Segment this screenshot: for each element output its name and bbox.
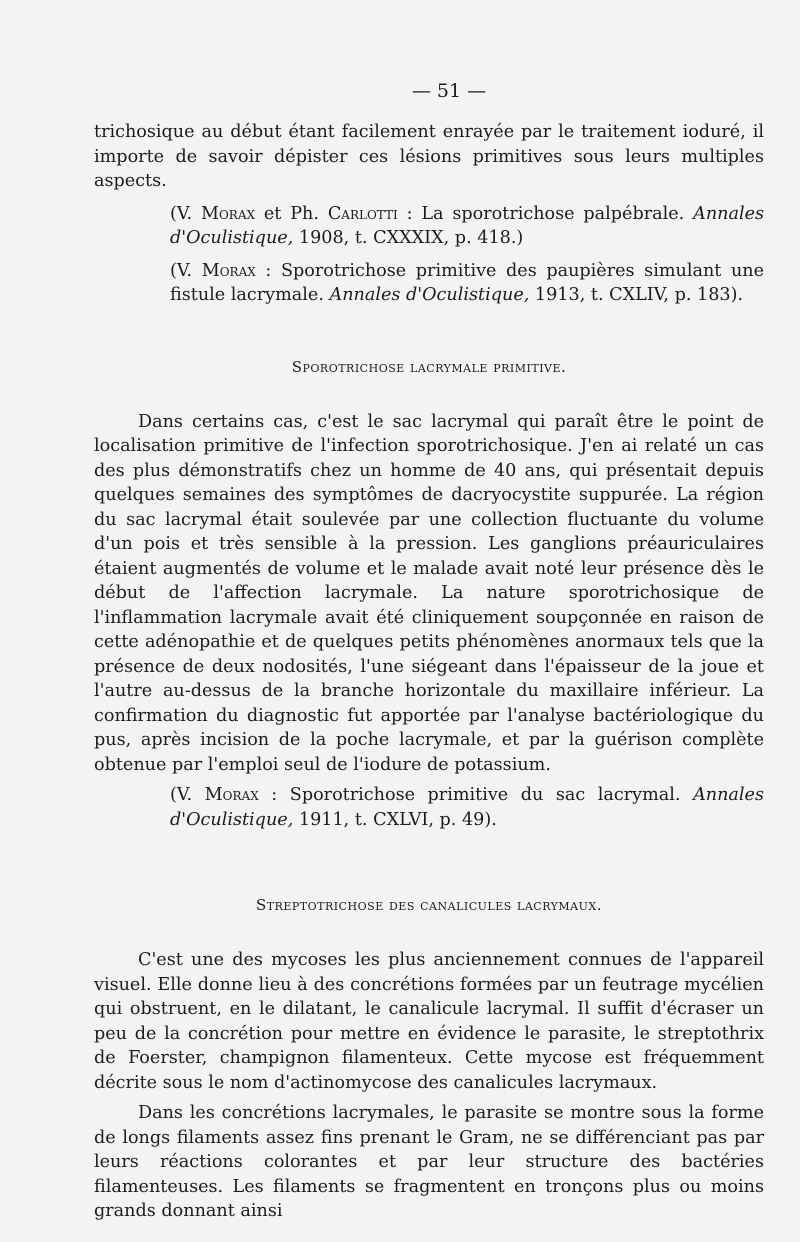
ref-author: Morax bbox=[200, 203, 256, 224]
ref-journal: Annales d'Oculistique, bbox=[170, 785, 764, 830]
ref-author: Morax bbox=[201, 260, 256, 281]
reference-1: (V. Morax et Ph. Carlotti : La sporotrichose palpébrale. Annales d'Oculistique, 1908, t. CXXXIX, p. 418.) bbox=[170, 203, 765, 248]
page-number: — 51 — bbox=[411, 80, 487, 102]
section-heading-streptotrichose: Streptotrichose des canalicules lacrymaux. bbox=[255, 896, 602, 914]
reference-2: (V. Morax : Sporotrichose primitive des paupières simulant une fistule lacrymale. Annales d'Oculistique, 1913, t. CXLIV, p. 183). bbox=[170, 260, 765, 305]
ref-journal: Annales d'Oculistique, bbox=[329, 285, 530, 305]
ref-journal: Annales d'Oculistique, bbox=[170, 203, 765, 248]
ref-author: Morax bbox=[204, 785, 259, 805]
section1-paragraph: Dans certains cas, c'est le sac lacrymal qui paraît être le point de localisation primitive de l'infection sporotrichosique. J'en ai relaté un cas des plus démonstratifs chez un homme de 40 ans, qui présentait depuis quelques semaines des symptômes de dacryocystite suppurée. La région du sac lacrymal était soulevée par une collection fluctuante du volume d'un pois et très sensible à la pression. Les ganglions préauriculaires étaient augmentés de volume et le malade avait noté leur présence dès le début de l'affection lacrymale. La nature sporotrichosique de l'inflammation lacrymale avait été cliniquement soupçonnée en raison de cette adénopathie et de quelques petits phénomènes anormaux tels que la présence de deux nodosités, l'une siégeant dans l'épaisseur de la joue et l'autre au-dessus de la branche horizontale du maxillaire inférieur. La confirmation du diagnostic fut apportée par l'analyse bactériologique du pus, après incision de la poche lacrymale, et par la guérison complète obtenue par l'emploi seul de l'iodure de potassium. bbox=[94, 411, 764, 775]
section-heading-sporotrichose: Sporotrichose lacrymale primitive. bbox=[291, 357, 567, 376]
section2-paragraph-1: C'est une des mycoses les plus anciennement connues de l'appareil visuel. Elle donne lieu à des concrétions formées par un feutrage mycélien qui obstruent, en le dilatant, le canalicule lacrymal. Il suffit d'écraser un peu de la concrétion pour mettre en évidence le parasite, le streptothrix de Foerster, champignon filamenteux. Cette mycose est fréquemment décrite sous le nom d'actinomycose des canalicules lacrymaux. bbox=[94, 950, 764, 1093]
intro-paragraph: trichosique au début étant facilement enrayée par le traitement ioduré, il importe de savoir dépister ces lésions primitives sous leurs multiples aspects. bbox=[94, 122, 764, 191]
section2-paragraph-2: Dans les concrétions lacrymales, le parasite se montre sous la forme de longs filaments assez fins prenant le Gram, ne se différenciant pas par leurs réactions colorantes et par leur structure des bactéries filamenteuses. Les filaments se fragmentent en tronçons plus ou moins grands donnant ainsi bbox=[94, 1103, 764, 1221]
reference-3: (V. Morax : Sporotrichose primitive du sac lacrymal. Annales d'Oculistique, 1911, t. CXLVI, p. 49). bbox=[170, 785, 764, 830]
ref-author: Carlotti bbox=[327, 203, 398, 224]
